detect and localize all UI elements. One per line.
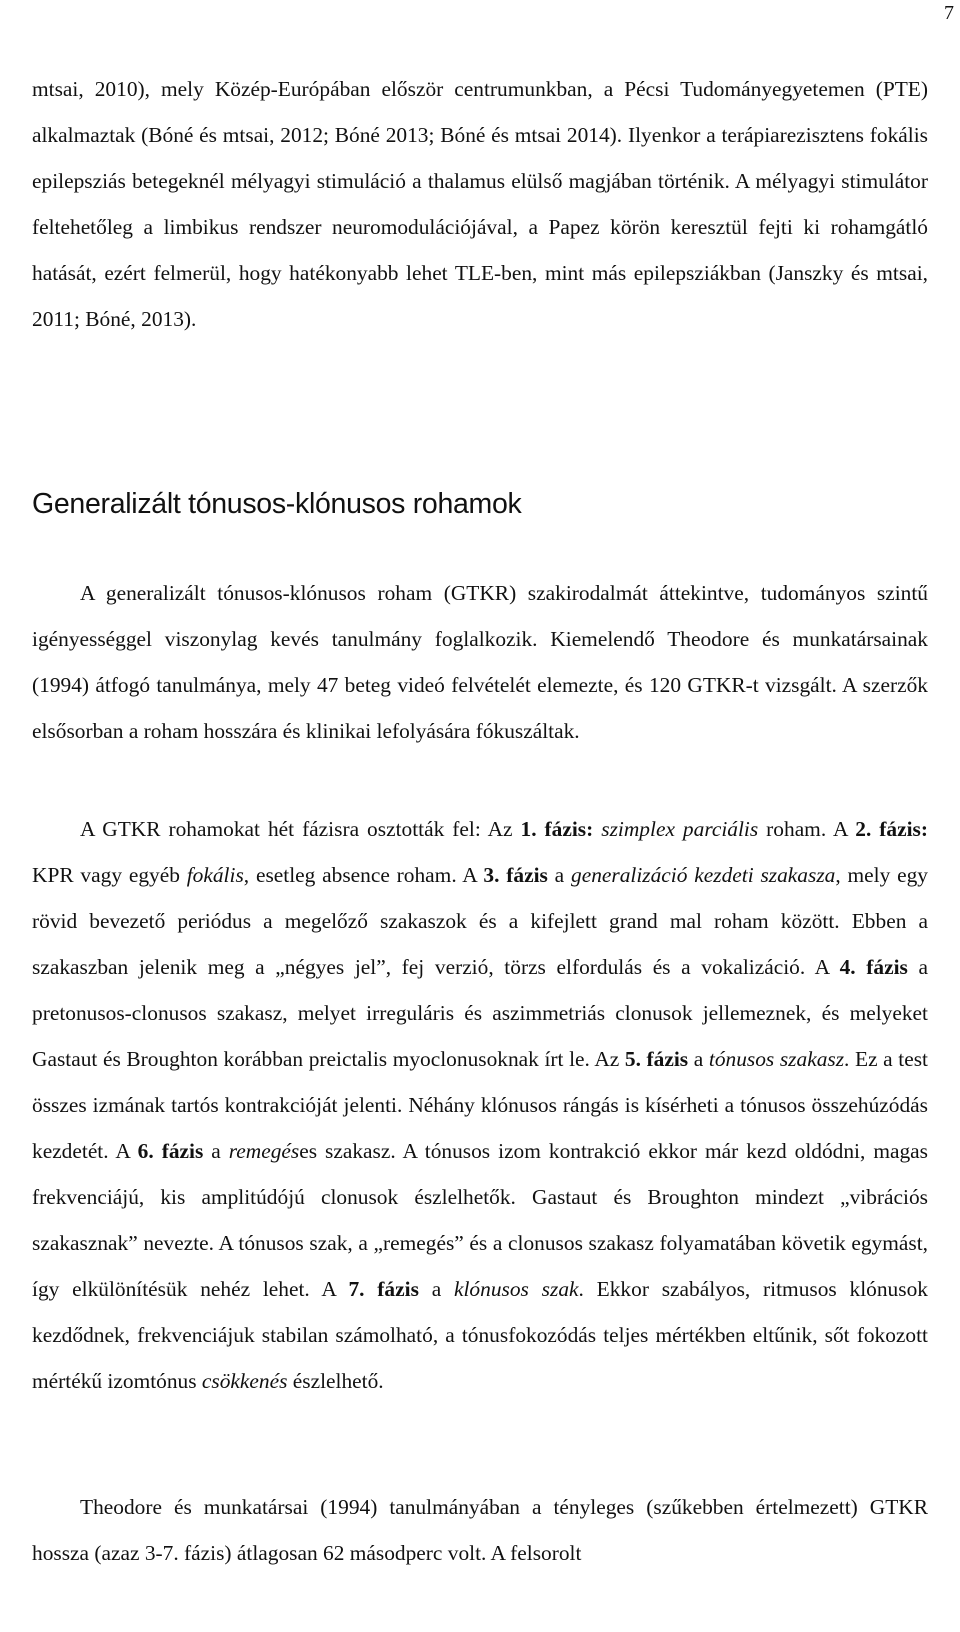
text-run: a [203,1139,229,1163]
text-run: észlelhető. [287,1369,384,1393]
text-run: , mely egy rövid bevezető periódus a megelőző szakaszok és a kifejlett grand mal roham között. Ebben a szakaszban jelenik meg a „négyes jel”, fej verzió, törzs elfordulás és a vokalizáció. A [32,863,929,979]
paragraph-gtkr-duration: Theodore és munkatársai (1994) tanulmányában a tényleges (szűkebben értelmezett) GTKR hossza (azaz 3-7. fázis) átlagosan 62 másodperc volt. A felsorolt [32,1495,928,1565]
emphasis-term: remegés [228,1139,300,1163]
text-run: a pretonusos-clonusos szakasz, melyet irreguláris és aszimmetriás clonusok jellemeznek, és melyeket Gastaut és Broughton korábban preictalis myoclonusoknak írt le. Az [32,955,928,1071]
text-run: a [418,1277,454,1301]
emphasis-term: csökkenés [201,1369,288,1393]
text-run: . Ez a test összes izmának tartós kontrakcióját jelenti. Néhány klónusos rángás is kísérheti a tónusos összehúzódás kezdetét. A [32,1047,928,1163]
emphasis-term: tónusos szakasz [708,1047,845,1071]
text-run: KPR vagy egyéb [32,863,187,887]
intro-paragraph: mtsai, 2010), mely Közép-Európában először centrumunkban, a Pécsi Tudományegyetemen (PTE) alkalmaztak (Bóné és mtsai, 2012; Bóné 2013; Bóné és mtsai 2014). Ilyenkor a terápiarezisztens fokális epilepsziás betegeknél mélyagyi stimuláció a thalamus elülső magjában történik. A mélyagyi stimulátor feltehetőleg a limbikus rendszer neuromodulációjával, a Papez körön keresztül fejti ki rohamgátló hatását, ezért felmerül, hogy hatékonyabb lehet TLE-ben, mint más epilepsziákban (Janszky és mtsai, 2011; Bóné, 2013). [32,77,928,331]
phase-label: 6. fázis [137,1139,204,1163]
text-run: . Ekkor szabályos, ritmusos klónusok kezdődnek, frekvenciájuk stabilan számolható, a tónusfokozódás teljes mértékben eltűnik, sőt fokozott mértékű izomtónus [32,1277,928,1393]
emphasis-term: generalizáció kezdeti szakasza [571,863,836,887]
phase-label: 2. fázis: [855,817,928,841]
text-run: a [547,863,571,887]
phase-label: 4. fázis [839,955,908,979]
phase-label: 5. fázis [624,1047,689,1071]
paragraph-gtkr-phases [32,806,928,1404]
text-run: roham. A [758,817,856,841]
text-run: es szakasz. A tónusos izom kontrakció ekkor már kezd oldódni, magas frekvenciájú, kis amplitúdójú clonusok észlelhetők. Gastaut és Broughton mindezt „vibrációs szakasznak” nevezte. A tónusos szak, a „remegés” és a clonusos szakasz folyamatában követik egymást, így elkülönítésük nehéz lehet. A [32,1139,928,1301]
section-heading: Generalizált tónusos-klónusos rohamok [32,488,522,520]
phase-label: 3. fázis [483,863,548,887]
text-run: , esetleg absence roham. A [243,863,484,887]
text-run: a [688,1047,709,1071]
phase-label: 7. fázis [348,1277,419,1301]
emphasis-term: fokális [186,863,244,887]
emphasis-term: klónusos szak [454,1277,579,1301]
emphasis-term: szimplex parciális [601,817,759,841]
text-run: A GTKR rohamokat hét fázisra osztották fel: Az [80,817,521,841]
paragraph-gtkr-overview: A generalizált tónusos-klónusos roham (GTKR) szakirodalmát áttekintve, tudományos szintű igényességgel viszonylag kevés tanulmány foglalkozik. Kiemelendő Theodore és munkatársainak (1994) átfogó tanulmánya, mely 47 beteg videó felvételét elemezte, és 120 GTKR-t vizsgált. A szerzők elsősorban a roham hosszára és klinikai lefolyására fókuszáltak. [32,581,928,743]
phase-label: 1. fázis: [520,817,594,841]
page-number: 7 [944,2,954,24]
